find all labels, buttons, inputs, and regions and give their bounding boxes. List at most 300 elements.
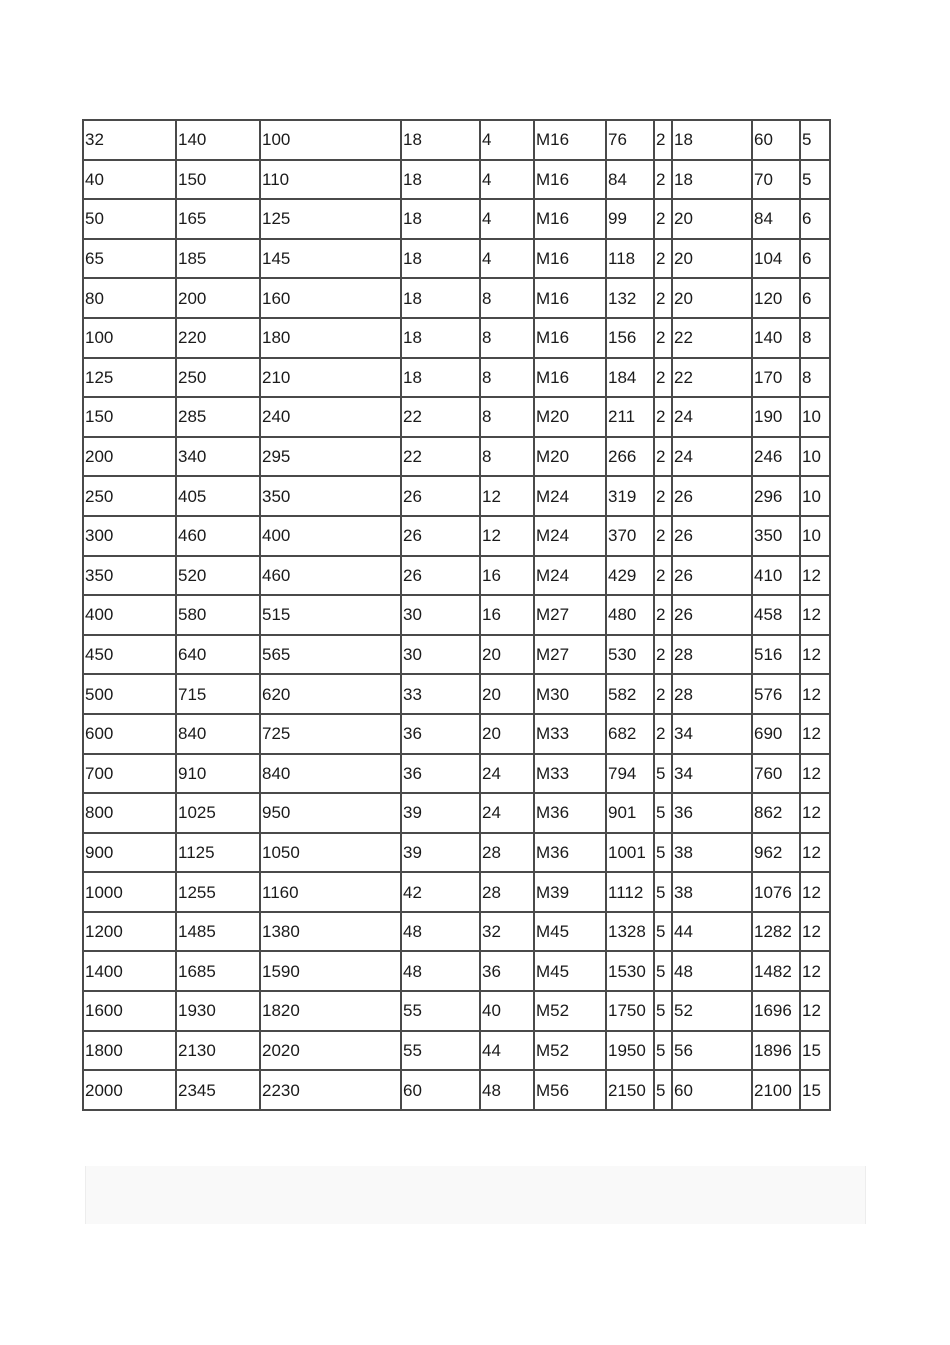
table-cell: 516: [752, 635, 800, 675]
table-cell: 22: [401, 437, 480, 477]
table-cell: 1800: [83, 1031, 176, 1071]
table-row: [83, 833, 830, 873]
table-cell: 24: [672, 397, 752, 437]
table-row: [83, 872, 830, 912]
table-cell: 48: [401, 912, 480, 952]
table-cell: 140: [176, 120, 260, 160]
table-cell: 2: [654, 556, 672, 596]
table-cell: 862: [752, 793, 800, 833]
table-cell: 1750: [606, 991, 654, 1031]
table-cell: M16: [534, 278, 606, 318]
table-cell: 5: [654, 1070, 672, 1110]
table-cell: 530: [606, 635, 654, 675]
table-cell: 12: [800, 912, 830, 952]
table-cell: 26: [401, 556, 480, 596]
table-cell: 1485: [176, 912, 260, 952]
table-cell: 2: [654, 239, 672, 279]
table-cell: 10: [800, 397, 830, 437]
table-cell: 18: [672, 120, 752, 160]
table-cell: 715: [176, 674, 260, 714]
table-cell: 20: [480, 714, 534, 754]
table-cell: 185: [176, 239, 260, 279]
table-cell: 36: [672, 793, 752, 833]
table-cell: M33: [534, 754, 606, 794]
table-cell: 620: [260, 674, 401, 714]
table-cell: 44: [672, 912, 752, 952]
table-cell: 48: [672, 951, 752, 991]
table-cell: M36: [534, 793, 606, 833]
table-cell: 32: [480, 912, 534, 952]
table-cell: 950: [260, 793, 401, 833]
table-cell: M16: [534, 239, 606, 279]
table-cell: 38: [672, 872, 752, 912]
table-row: [83, 556, 830, 596]
table-cell: 55: [401, 991, 480, 1031]
table-cell: 350: [83, 556, 176, 596]
table-cell: 1255: [176, 872, 260, 912]
table-cell: 4: [480, 239, 534, 279]
table-cell: 170: [752, 358, 800, 398]
table-cell: 34: [672, 754, 752, 794]
table-cell: 582: [606, 674, 654, 714]
table-row: [83, 635, 830, 675]
table-cell: 32: [83, 120, 176, 160]
table-cell: 5: [800, 160, 830, 200]
table-cell: 1076: [752, 872, 800, 912]
table-cell: 2: [654, 278, 672, 318]
table-cell: 110: [260, 160, 401, 200]
table-cell: 2: [654, 318, 672, 358]
table-cell: 340: [176, 437, 260, 477]
table-cell: 900: [83, 833, 176, 873]
table-cell: 1590: [260, 951, 401, 991]
table-row: [83, 199, 830, 239]
table-cell: 370: [606, 516, 654, 556]
table-cell: 2: [654, 635, 672, 675]
table-cell: 33: [401, 674, 480, 714]
table-cell: 56: [672, 1031, 752, 1071]
table-cell: 18: [401, 318, 480, 358]
table-cell: 26: [672, 476, 752, 516]
table-cell: 8: [480, 358, 534, 398]
table-cell: 165: [176, 199, 260, 239]
table-cell: 12: [800, 991, 830, 1031]
table-row: [83, 674, 830, 714]
table-cell: 350: [752, 516, 800, 556]
table-row: [83, 1031, 830, 1071]
table-cell: 20: [672, 199, 752, 239]
table-cell: 125: [83, 358, 176, 398]
table-cell: 150: [83, 397, 176, 437]
table-cell: 40: [83, 160, 176, 200]
empty-gray-panel: [85, 1166, 866, 1224]
table-cell: 180: [260, 318, 401, 358]
table-cell: 1600: [83, 991, 176, 1031]
table-cell: M36: [534, 833, 606, 873]
table-cell: 118: [606, 239, 654, 279]
table-cell: 5: [654, 991, 672, 1031]
table-cell: 20: [672, 278, 752, 318]
table-cell: 1930: [176, 991, 260, 1031]
table-row: [83, 437, 830, 477]
table-cell: 76: [606, 120, 654, 160]
table-cell: 10: [800, 476, 830, 516]
table-cell: 240: [260, 397, 401, 437]
table-cell: 60: [672, 1070, 752, 1110]
table-cell: 5: [654, 912, 672, 952]
table-cell: 1482: [752, 951, 800, 991]
table-cell: 100: [83, 318, 176, 358]
table-cell: 2: [654, 595, 672, 635]
table-cell: 39: [401, 833, 480, 873]
table-cell: 1950: [606, 1031, 654, 1071]
table-cell: 211: [606, 397, 654, 437]
table-cell: 840: [260, 754, 401, 794]
table-cell: 50: [83, 199, 176, 239]
table-body: [83, 120, 830, 1110]
table-cell: 6: [800, 278, 830, 318]
table-row: [83, 595, 830, 635]
table-cell: 10: [800, 516, 830, 556]
table-cell: 500: [83, 674, 176, 714]
table-cell: 18: [401, 358, 480, 398]
table-cell: 460: [260, 556, 401, 596]
table-cell: 840: [176, 714, 260, 754]
table-row: [83, 912, 830, 952]
table-cell: 20: [480, 635, 534, 675]
table-cell: 6: [800, 199, 830, 239]
table-row: [83, 951, 830, 991]
table-cell: 2: [654, 199, 672, 239]
table-cell: 12: [800, 595, 830, 635]
table-cell: 18: [401, 160, 480, 200]
table-cell: 410: [752, 556, 800, 596]
table-cell: 84: [752, 199, 800, 239]
table-cell: 26: [401, 476, 480, 516]
table-row: [83, 358, 830, 398]
table-cell: 460: [176, 516, 260, 556]
table-cell: 18: [401, 278, 480, 318]
table-cell: 266: [606, 437, 654, 477]
table-cell: 2: [654, 160, 672, 200]
table-cell: 400: [83, 595, 176, 635]
table-cell: 2: [654, 714, 672, 754]
table-cell: 5: [654, 833, 672, 873]
table-cell: M33: [534, 714, 606, 754]
table-cell: 5: [654, 793, 672, 833]
table-cell: 100: [260, 120, 401, 160]
table-cell: 200: [83, 437, 176, 477]
table-cell: 40: [480, 991, 534, 1031]
table-row: [83, 476, 830, 516]
table-cell: 8: [480, 437, 534, 477]
table-cell: M20: [534, 437, 606, 477]
table-cell: 210: [260, 358, 401, 398]
table-cell: 48: [480, 1070, 534, 1110]
table-cell: 20: [480, 674, 534, 714]
table-cell: 16: [480, 595, 534, 635]
table-cell: 65: [83, 239, 176, 279]
table-cell: 2020: [260, 1031, 401, 1071]
table-cell: 250: [176, 358, 260, 398]
table-cell: 2150: [606, 1070, 654, 1110]
table-cell: 760: [752, 754, 800, 794]
table-cell: 22: [401, 397, 480, 437]
table-cell: 34: [672, 714, 752, 754]
table-cell: 145: [260, 239, 401, 279]
table-cell: 300: [83, 516, 176, 556]
table-cell: 250: [83, 476, 176, 516]
table-cell: 24: [480, 793, 534, 833]
table-cell: 120: [752, 278, 800, 318]
table-row: [83, 278, 830, 318]
table-cell: M20: [534, 397, 606, 437]
table-cell: M16: [534, 358, 606, 398]
table-cell: 28: [672, 674, 752, 714]
table-row: [83, 714, 830, 754]
table-cell: 12: [800, 793, 830, 833]
table-row: [83, 160, 830, 200]
table-cell: 2: [654, 358, 672, 398]
table-cell: 1685: [176, 951, 260, 991]
table-cell: 70: [752, 160, 800, 200]
table-row: [83, 793, 830, 833]
table-cell: 2: [654, 674, 672, 714]
table-cell: 200: [176, 278, 260, 318]
table-cell: 26: [672, 516, 752, 556]
table-cell: 5: [654, 872, 672, 912]
table-cell: 60: [752, 120, 800, 160]
table-cell: 80: [83, 278, 176, 318]
table-cell: 4: [480, 199, 534, 239]
table-cell: 30: [401, 595, 480, 635]
table-row: [83, 239, 830, 279]
table-cell: 2345: [176, 1070, 260, 1110]
table-cell: 400: [260, 516, 401, 556]
table-cell: 1200: [83, 912, 176, 952]
table-cell: 12: [800, 714, 830, 754]
table-cell: 1282: [752, 912, 800, 952]
table-cell: 4: [480, 160, 534, 200]
table-cell: 296: [752, 476, 800, 516]
table-row: [83, 991, 830, 1031]
table-cell: 60: [401, 1070, 480, 1110]
table-cell: 450: [83, 635, 176, 675]
table-cell: M52: [534, 991, 606, 1031]
table-cell: 99: [606, 199, 654, 239]
table-cell: 2230: [260, 1070, 401, 1110]
table-cell: M16: [534, 120, 606, 160]
table-cell: 246: [752, 437, 800, 477]
table-cell: 132: [606, 278, 654, 318]
table-cell: 350: [260, 476, 401, 516]
table-cell: 12: [800, 674, 830, 714]
table-row: [83, 120, 830, 160]
table-row: [83, 1070, 830, 1110]
table-cell: 515: [260, 595, 401, 635]
table-cell: 5: [800, 120, 830, 160]
table-cell: 140: [752, 318, 800, 358]
table-cell: 405: [176, 476, 260, 516]
table-cell: 1050: [260, 833, 401, 873]
table-cell: 1112: [606, 872, 654, 912]
table-cell: 28: [480, 872, 534, 912]
table-cell: 480: [606, 595, 654, 635]
table-cell: 1400: [83, 951, 176, 991]
table-cell: 1025: [176, 793, 260, 833]
table-cell: 42: [401, 872, 480, 912]
table-cell: 12: [800, 754, 830, 794]
table-cell: 26: [401, 516, 480, 556]
table-cell: 600: [83, 714, 176, 754]
table-cell: 190: [752, 397, 800, 437]
table-cell: 28: [672, 635, 752, 675]
table-cell: 30: [401, 635, 480, 675]
table-cell: 295: [260, 437, 401, 477]
table-cell: 2: [654, 397, 672, 437]
table-cell: 38: [672, 833, 752, 873]
table-row: [83, 397, 830, 437]
table-cell: 458: [752, 595, 800, 635]
table-cell: 5: [654, 1031, 672, 1071]
table-cell: 36: [480, 951, 534, 991]
table-cell: 15: [800, 1070, 830, 1110]
table-cell: 5: [654, 754, 672, 794]
table-cell: 55: [401, 1031, 480, 1071]
table-row: [83, 318, 830, 358]
table-cell: 520: [176, 556, 260, 596]
table-row: [83, 754, 830, 794]
table-cell: 2: [654, 120, 672, 160]
table-cell: 565: [260, 635, 401, 675]
table-cell: M45: [534, 912, 606, 952]
table-cell: 800: [83, 793, 176, 833]
table-container: [82, 119, 829, 1111]
table-cell: 962: [752, 833, 800, 873]
table-cell: 36: [401, 754, 480, 794]
table-cell: 28: [480, 833, 534, 873]
table-cell: 184: [606, 358, 654, 398]
table-cell: 8: [800, 358, 830, 398]
table-cell: M52: [534, 1031, 606, 1071]
table-cell: M24: [534, 516, 606, 556]
table-cell: 1328: [606, 912, 654, 952]
table-cell: M39: [534, 872, 606, 912]
table-cell: 8: [480, 397, 534, 437]
table-cell: 48: [401, 951, 480, 991]
table-cell: 429: [606, 556, 654, 596]
table-cell: 20: [672, 239, 752, 279]
table-cell: 2000: [83, 1070, 176, 1110]
table-cell: 18: [672, 160, 752, 200]
table-cell: 24: [672, 437, 752, 477]
table-cell: 36: [401, 714, 480, 754]
table-cell: 18: [401, 239, 480, 279]
flange-dimension-table: [82, 119, 831, 1111]
table-cell: 2100: [752, 1070, 800, 1110]
table-cell: 26: [672, 595, 752, 635]
table-cell: 125: [260, 199, 401, 239]
table-cell: M45: [534, 951, 606, 991]
table-cell: M27: [534, 595, 606, 635]
table-cell: 8: [800, 318, 830, 358]
table-cell: 44: [480, 1031, 534, 1071]
table-cell: 10: [800, 437, 830, 477]
table-cell: 8: [480, 318, 534, 358]
table-cell: 24: [480, 754, 534, 794]
table-cell: 580: [176, 595, 260, 635]
table-cell: 285: [176, 397, 260, 437]
table-cell: 84: [606, 160, 654, 200]
table-cell: 2130: [176, 1031, 260, 1071]
table-cell: 1380: [260, 912, 401, 952]
table-cell: M16: [534, 318, 606, 358]
table-cell: 16: [480, 556, 534, 596]
table-cell: 1125: [176, 833, 260, 873]
table-cell: 1820: [260, 991, 401, 1031]
table-cell: 12: [800, 833, 830, 873]
table-cell: 2: [654, 516, 672, 556]
table-cell: 6: [800, 239, 830, 279]
table-cell: 12: [800, 951, 830, 991]
table-cell: 2: [654, 437, 672, 477]
table-cell: 682: [606, 714, 654, 754]
table-cell: 220: [176, 318, 260, 358]
table-cell: 1896: [752, 1031, 800, 1071]
table-cell: 12: [800, 872, 830, 912]
table-cell: M56: [534, 1070, 606, 1110]
table-cell: 1696: [752, 991, 800, 1031]
table-cell: 8: [480, 278, 534, 318]
table-cell: 319: [606, 476, 654, 516]
table-cell: 22: [672, 358, 752, 398]
table-cell: 576: [752, 674, 800, 714]
table-cell: 1160: [260, 872, 401, 912]
table-cell: 12: [480, 516, 534, 556]
table-cell: 910: [176, 754, 260, 794]
table-cell: 690: [752, 714, 800, 754]
table-cell: 150: [176, 160, 260, 200]
table-cell: 1001: [606, 833, 654, 873]
table-cell: 160: [260, 278, 401, 318]
table-cell: 2: [654, 476, 672, 516]
table-cell: M16: [534, 160, 606, 200]
table-cell: 52: [672, 991, 752, 1031]
table-cell: 640: [176, 635, 260, 675]
table-cell: M16: [534, 199, 606, 239]
table-cell: 12: [480, 476, 534, 516]
table-cell: 1530: [606, 951, 654, 991]
table-cell: M24: [534, 556, 606, 596]
table-cell: 4: [480, 120, 534, 160]
table-cell: 39: [401, 793, 480, 833]
table-cell: M24: [534, 476, 606, 516]
table-cell: 15: [800, 1031, 830, 1071]
table-cell: 26: [672, 556, 752, 596]
table-cell: M30: [534, 674, 606, 714]
table-cell: 156: [606, 318, 654, 358]
table-cell: 22: [672, 318, 752, 358]
table-row: [83, 516, 830, 556]
table-cell: 18: [401, 199, 480, 239]
table-cell: 700: [83, 754, 176, 794]
table-cell: 1000: [83, 872, 176, 912]
table-cell: 901: [606, 793, 654, 833]
table-cell: 18: [401, 120, 480, 160]
table-cell: 5: [654, 951, 672, 991]
table-cell: 725: [260, 714, 401, 754]
table-cell: 12: [800, 635, 830, 675]
